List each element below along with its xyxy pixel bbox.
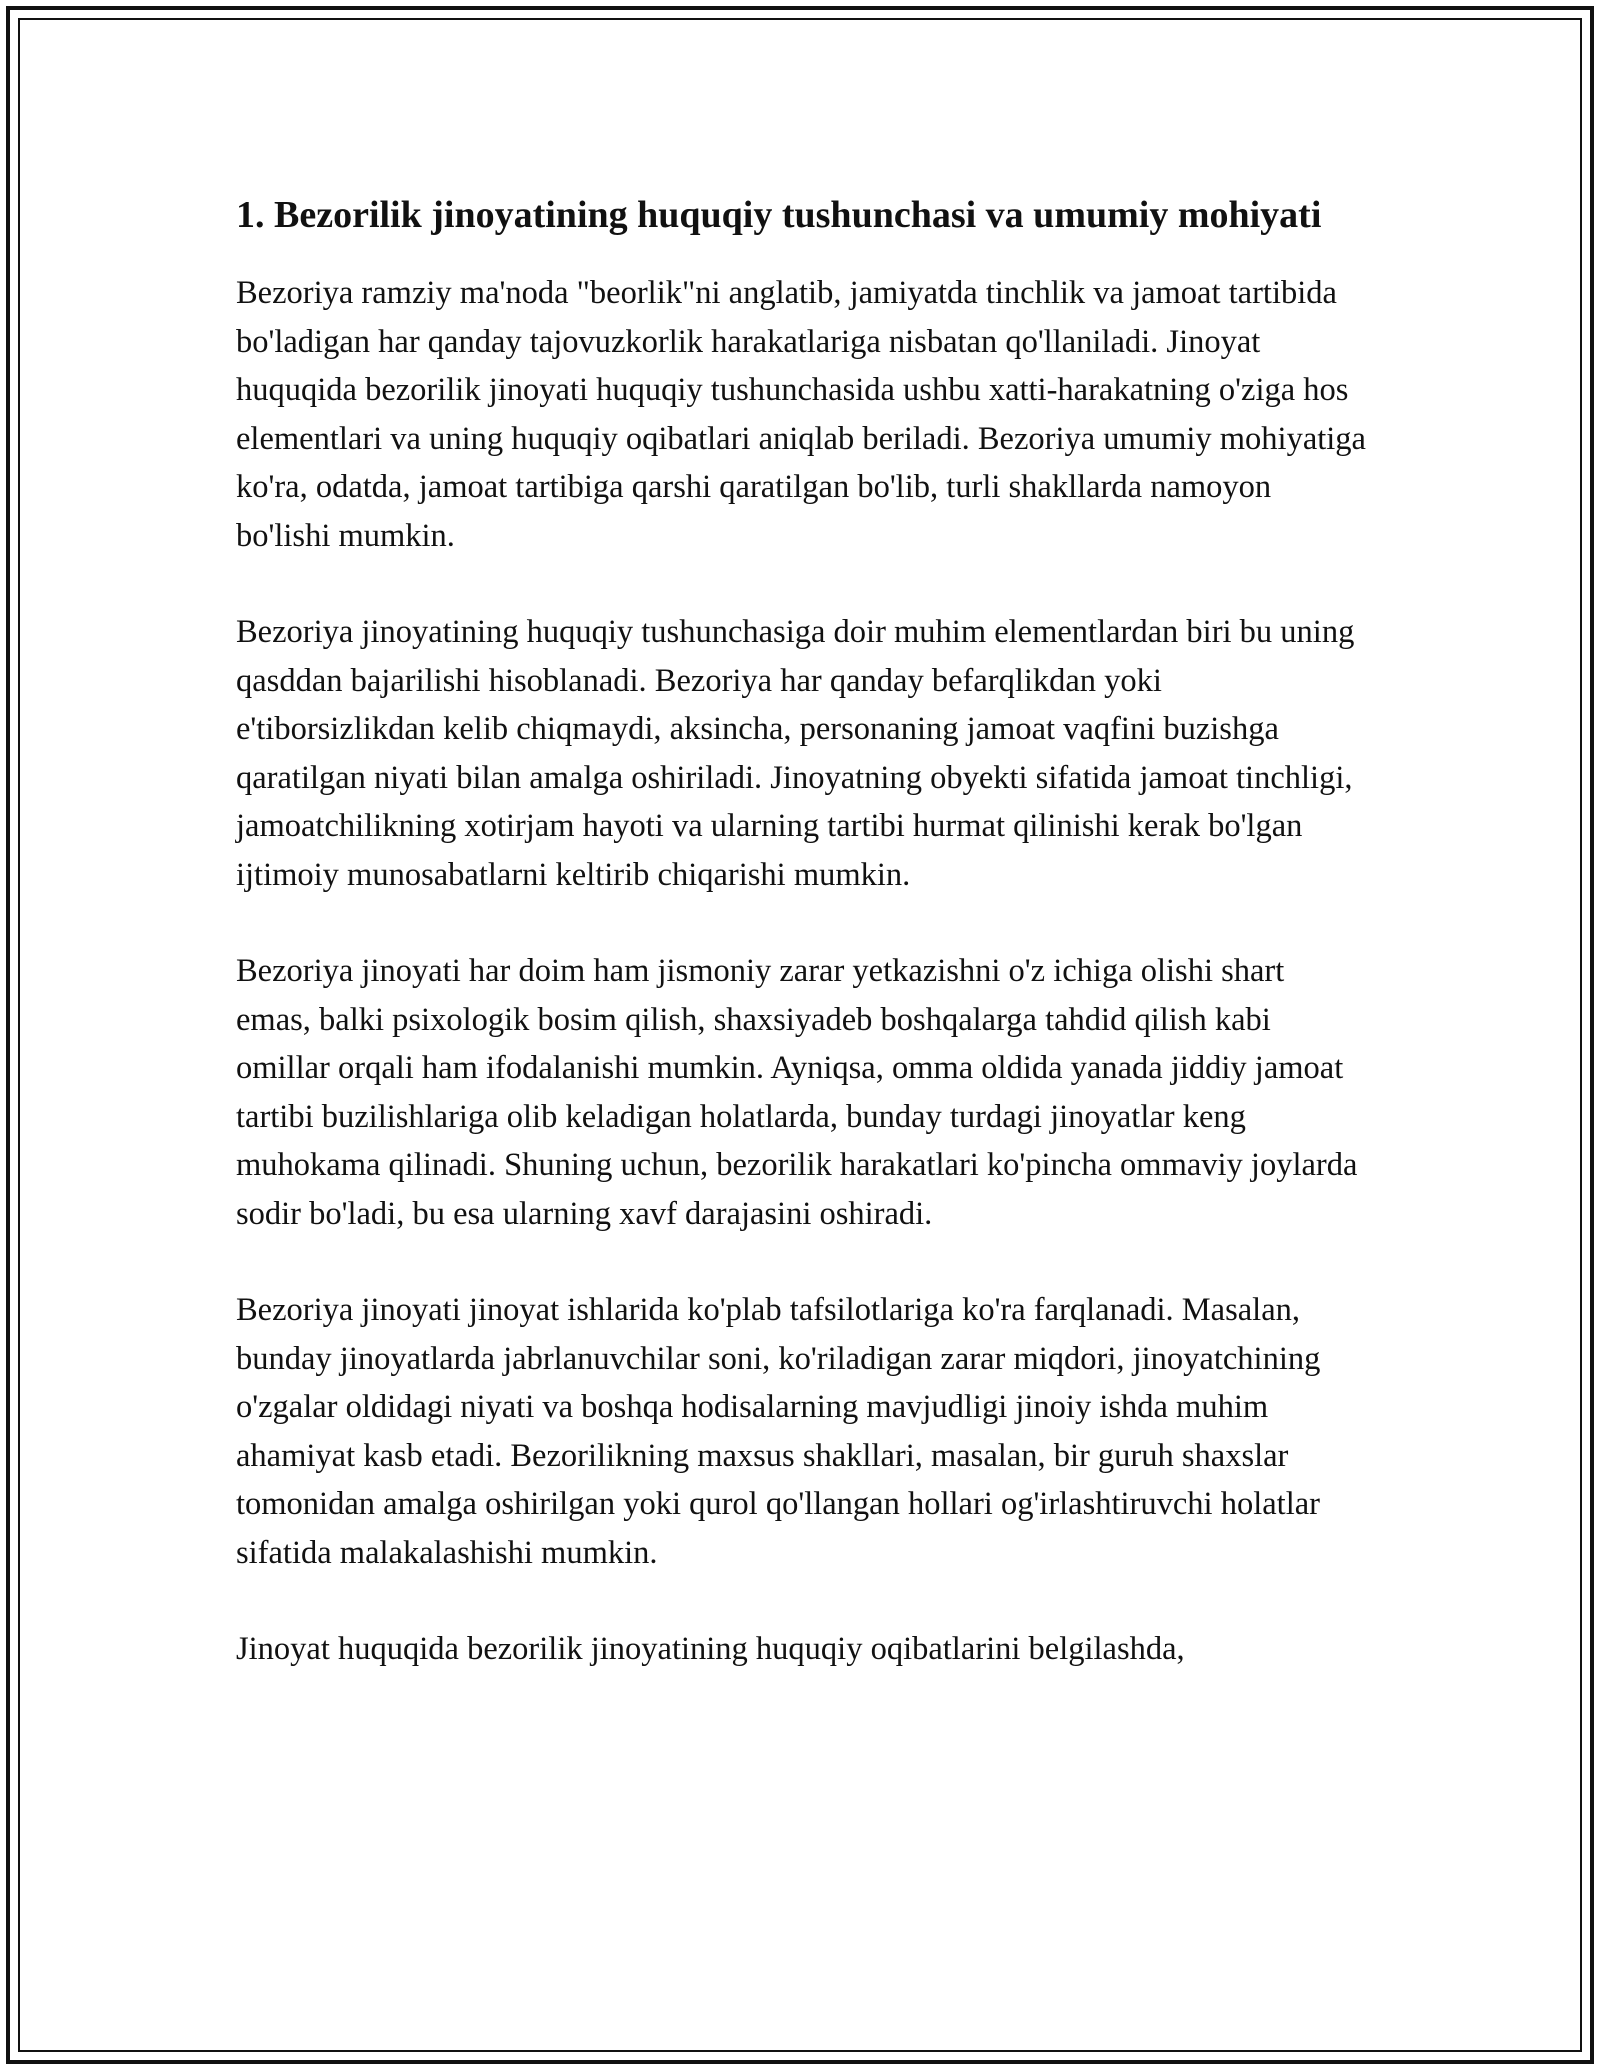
paragraph-2: Bezoriya jinoyatining huquqiy tushunchasiga doir muhim elementlardan biri bu uning qasddan bajarilishi hisoblanadi. Bezoriya har qanday befarqlikdan yoki e'tiborsizlikdan kelib chiqmaydi, aksincha, personaning jamoat vaqfini buzishga qaratilgan niyati bilan amalga oshiriladi. Jinoyatning obyekti sifatida jamoat tinchligi, jamoatchilikning xotirjam hayoti va ularning tartibi hurmat qilinishi kerak bo'lgan ijtimoiy munosabatlarni keltirib chiqarishi mumkin.	[236, 614, 1355, 893]
document-body	[236, 188, 1366, 1722]
paragraph-3: Bezoriya jinoyati har doim ham jismoniy zarar yetkazishni o'z ichiga olishi shart emas, balki psixologik bosim qilish, shaxsiyadeb boshqalarga tahdid qilish kabi omillar orqali ham ifodalanishi mumkin. Ayniqsa, omma oldida yanada jiddiy jamoat tartibi buzilishlariga olib keladigan holatlarda, bunday turdagi jinoyatlar keng muhokama qilinadi. Shuning uchun, bezorilik harakatlari ko'pincha ommaviy joylarda sodir bo'ladi, bu esa ularning xavf darajasini oshiradi.	[236, 953, 1358, 1232]
section-heading: 1. Bezorilik jinoyatining huquqiy tushunchasi va umumiy mohiyati	[236, 194, 1322, 236]
paragraph-4: Bezoriya jinoyati jinoyat ishlarida ko'plab tafsilotlariga ko'ra farqlanadi. Masalan, bunday jinoyatlarda jabrlanuvchilar soni, ko'riladigan zarar miqdori, jinoyatchining o'zgalar oldidagi niyati va boshqa hodisalarning mavjudligi jinoiy ishda muhim ahamiyat kasb etadi. Bezorilikning maxsus shakllari, masalan, bir guruh shaxslar tomonidan amalga oshirilgan yoki qurol qo'llangan hollari og'irlashtiruvchi holatlar sifatida malakalashishi mumkin.	[236, 1292, 1321, 1571]
paragraph-1: Bezoriya ramziy ma'noda "beorlik"ni anglatib, jamiyatda tinchlik va jamoat tartibida bo'ladigan har qanday tajovuzkorlik harakatlariga nisbatan qo'llaniladi. Jinoyat huquqida bezorilik jinoyati huquqiy tushunchasida ushbu xatti-harakatning o'ziga hos elementlari va uning huquqiy oqibatlari aniqlab beriladi. Bezoriya umumiy mohiyatiga ko'ra, odatda, jamoat tartibiga qarshi qaratilgan bo'lib, turli shakllarda namoyon bo'lishi mumkin.	[236, 275, 1366, 554]
paragraph-5: Jinoyat huquqida bezorilik jinoyatining huquqiy oqibatlarini belgilashda,	[236, 1631, 1185, 1667]
